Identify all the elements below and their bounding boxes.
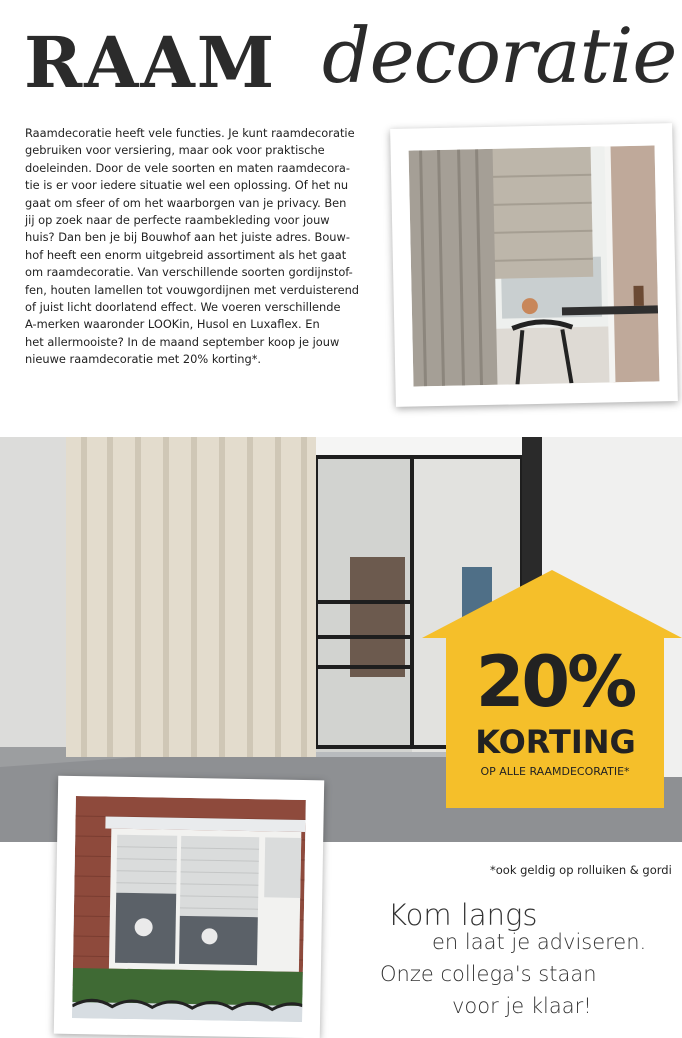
handwritten-line: Onze collega's staan: [380, 962, 597, 986]
roman-blind-photo: [409, 145, 660, 386]
intro-line: jij op zoek naar de perfecte raambekleding voor jouw: [25, 213, 330, 228]
intro-line: tie is er voor iedere situatie wel een oplossing. Of het nu: [25, 178, 349, 193]
intro-line: of juist licht doorlatend effect. We voeren verschillende: [25, 300, 341, 315]
handwritten-line: en laat je adviseren.: [432, 930, 647, 954]
roller-shutter-illustration: [72, 796, 306, 1022]
handwritten-line: voor je klaar!: [452, 994, 592, 1018]
handwritten-line: Kom langs: [388, 898, 538, 932]
title-raam: RAAM: [24, 21, 277, 104]
intro-line: gaat om sfeer of om het waarborgen van je privacy. Ben: [25, 195, 347, 210]
title-decoratie: decoratie: [322, 11, 677, 100]
intro-line: gebruiken voor versiering, maar ook voor praktische: [25, 143, 325, 158]
intro-line: huis? Dan ben je bij Bouwhof aan het juiste adres. Bouw-: [25, 230, 350, 245]
intro-line: hof heeft een enorm uitgebreid assortiment als het gaat: [25, 247, 347, 262]
discount-percent: 20%: [475, 641, 635, 723]
roller-shutter-photo: [72, 796, 306, 1022]
intro-line: A-merken waaronder LOOKin, Husol en Luxaflex. En: [25, 317, 320, 332]
intro-line: nieuwe raamdecoratie met 20% korting*.: [25, 352, 262, 367]
intro-line: om raamdecoratie. Van verschillende soorten gordijnstof-: [25, 265, 353, 280]
roman-blind-illustration: [409, 145, 660, 386]
polaroid-roman-blind: [390, 123, 678, 407]
discount-subline: OP ALLE RAAMDECORATIE*: [480, 765, 630, 778]
intro-line: Raamdecoratie heeft vele functies. Je kunt raamdecoratie: [25, 126, 355, 140]
intro-line: doeleinden. Door de vele soorten en maten raamdecora-: [25, 160, 350, 175]
intro-line: het allermooiste? In de maand september koop je jouw: [25, 334, 340, 349]
discount-label: KORTING: [475, 723, 636, 761]
footnote: *ook geldig op rolluiken & gordi: [490, 863, 672, 877]
polaroid-roller-shutters: [54, 776, 324, 1038]
intro-text: [25, 125, 370, 369]
intro-line: fen, houten lamellen tot vouwgordijnen met verduisterend: [25, 282, 360, 297]
